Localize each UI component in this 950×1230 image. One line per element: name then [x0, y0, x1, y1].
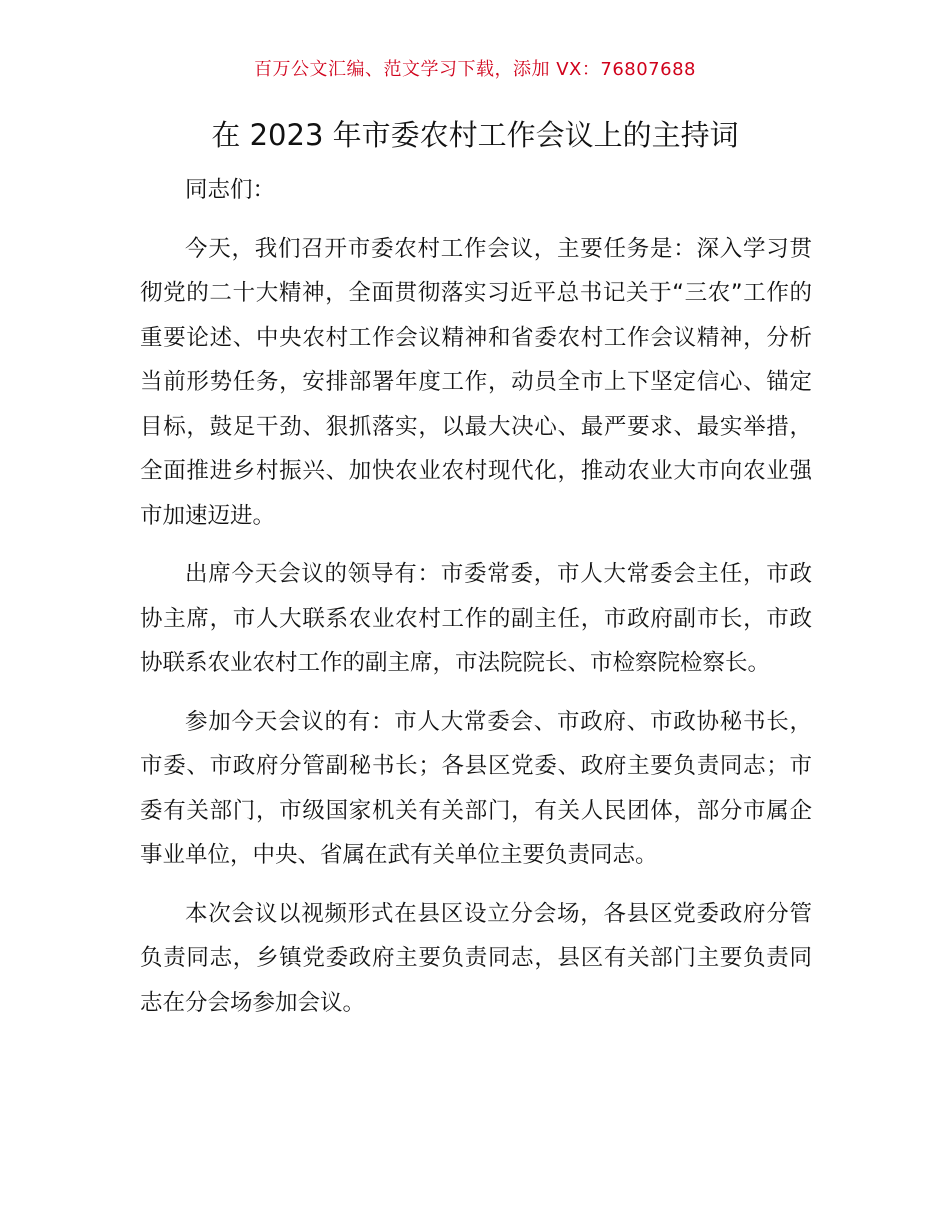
document-body	[140, 168, 812, 1025]
paragraph-attending-leaders: 出席今天会议的领导有：市委常委，市人大常委会主任，市政协主席，市人大联系农业农村工作的副主任，市政府副市长，市政协联系农业农村工作的副主席，市法院院长、市检察院检察长。	[140, 561, 812, 676]
paragraph-branch-venues: 本次会议以视频形式在县区设立分会场，各县区党委政府分管负责同志，乡镇党委政府主要负责同志，县区有关部门主要负责同志在分会场参加会议。	[140, 900, 812, 1016]
watermark-header: 百万公文汇编、范文学习下载，添加 VX：76807688	[254, 59, 696, 80]
paragraph-participants: 参加今天会议的有：市人大常委会、市政府、市政协秘书长，市委、市政府分管副秘书长；各县区党委、政府主要负责同志；市委有关部门，市级国家机关有关部门，有关人民团体，部分市属企事业单位，中央、省属在武有关单位主要负责同志。	[140, 708, 812, 868]
salutation: 同志们：	[185, 177, 276, 203]
paragraph-opening: 今天，我们召开市委农村工作会议，主要任务是：深入学习贯彻党的二十大精神，全面贯彻落实习近平总书记关于“三农”工作的重要论述、中央农村工作会议精神和省委农村工作会议精神，分析当前形势任务，安排部署年度工作，动员全市上下坚定信心、锚定目标，鼓足干劲、狠抓落实，以最大决心、最严要求、最实举措，全面推进乡村振兴、加快农业农村现代化，推动农业大市向农业强市加速迈进。	[140, 235, 812, 529]
document-title: 在 2023 年市委农村工作会议上的主持词	[211, 118, 739, 152]
